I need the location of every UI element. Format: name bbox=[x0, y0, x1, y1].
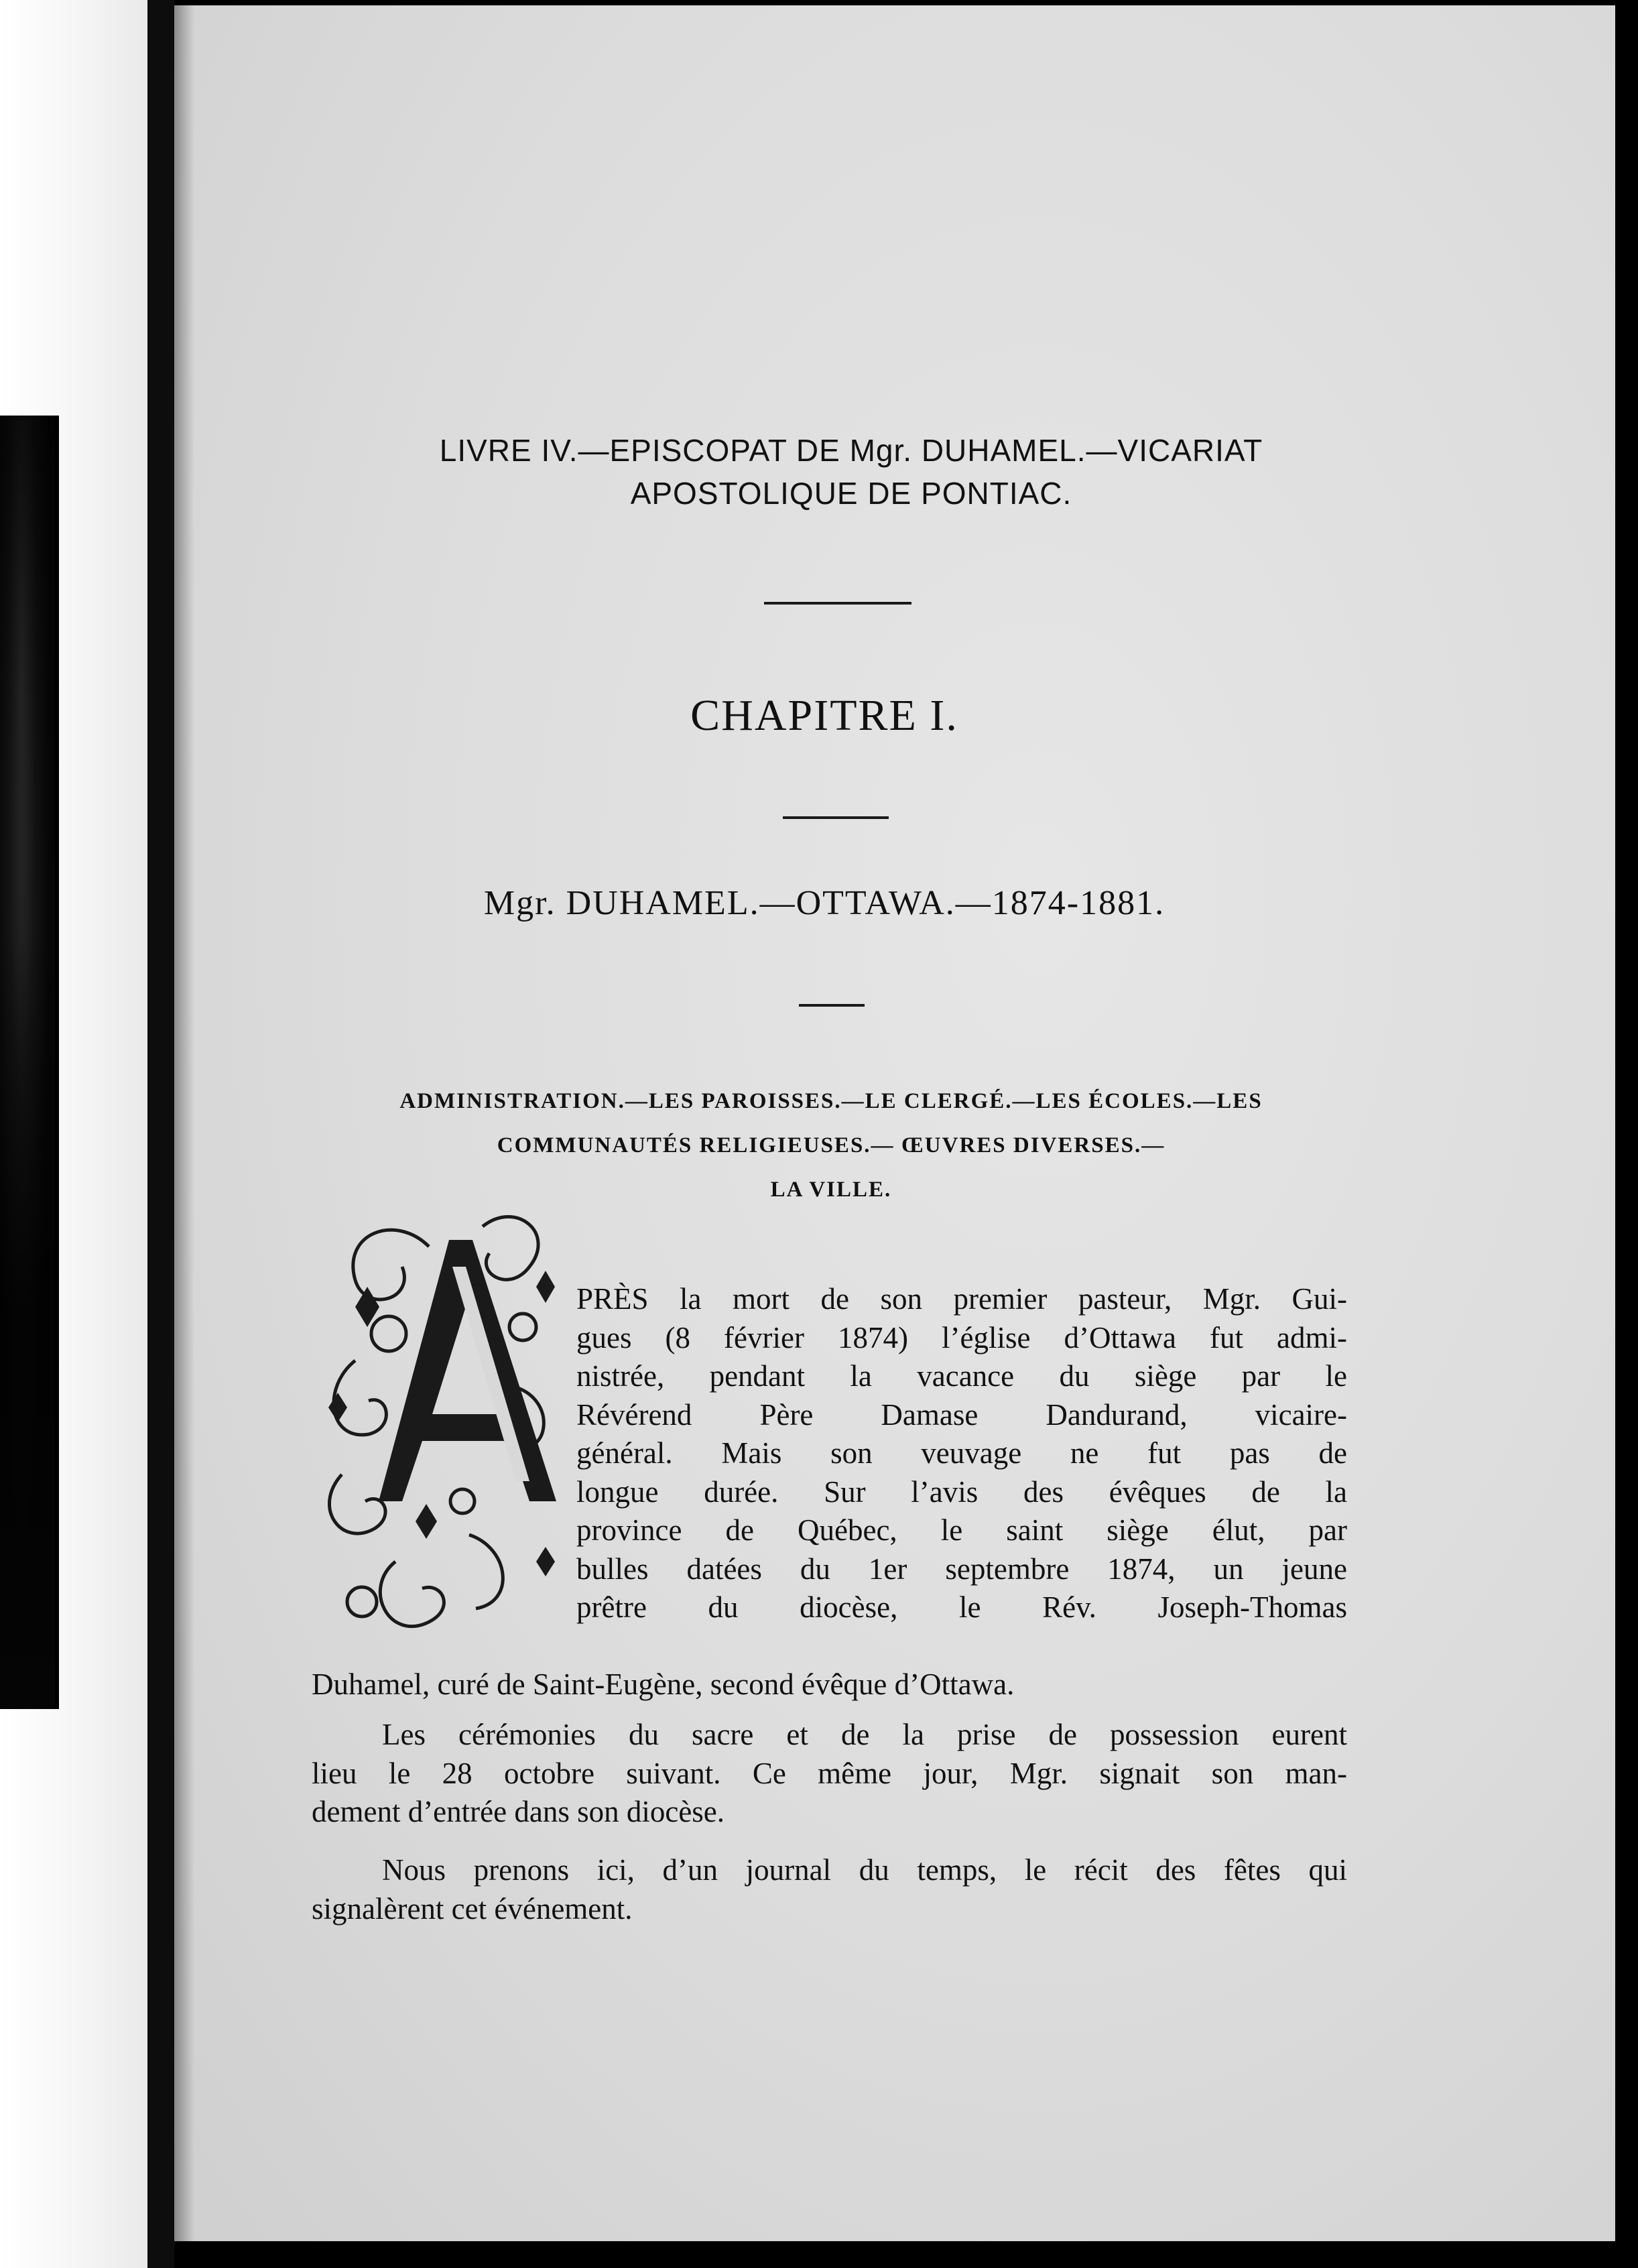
para2-line-3: dement d’entrée dans son diocèse. bbox=[312, 1795, 725, 1828]
paragraph-1-wrapped bbox=[576, 1280, 1347, 1627]
para1-line-8: bulles datées du 1er septembre 1874, un jeune bbox=[576, 1552, 1347, 1586]
chapter-subtitle: Mgr. DUHAMEL.—OTTAWA.—1874-1881. bbox=[483, 884, 1166, 922]
para3-line-1: Nous prenons ici, d’un journal du temps, le récit des fêtes qui bbox=[382, 1853, 1347, 1887]
chapter-title: CHAPITRE I. bbox=[690, 691, 958, 740]
para1-line-2: gues (8 février 1874) l’église d’Ottawa fut admi- bbox=[576, 1320, 1347, 1354]
divider-rule-1 bbox=[764, 602, 911, 605]
paragraph-2 bbox=[312, 1716, 1347, 1832]
para1-line-9: prêtre du diocèse, le Rév. Joseph-Thomas bbox=[576, 1590, 1347, 1624]
para2-line-1: Les cérémonies du sacre et de la prise de possession eurent bbox=[382, 1718, 1347, 1751]
para1-line-6: longue durée. Sur l’avis des évêques de la bbox=[576, 1474, 1347, 1509]
divider-rule-2 bbox=[783, 816, 889, 819]
book-heading-line-1: LIVRE IV.—EPISCOPAT DE Mgr. DUHAMEL.—VICARIAT bbox=[439, 433, 1263, 468]
paragraph-1-tail bbox=[312, 1665, 1347, 1704]
para3-line-2: signalèrent cet événement. bbox=[312, 1891, 633, 1926]
summary-line-1: ADMINISTRATION.—LES PAROISSES.—LE CLERGÉ.—LES ÉCOLES.—LES bbox=[399, 1089, 1263, 1113]
summary-line-3: LA VILLE. bbox=[770, 1178, 892, 1202]
summary-line-2: COMMUNAUTÉS RELIGIEUSES.— ŒUVRES DIVERSES.— bbox=[497, 1133, 1166, 1157]
ornamental-dropcap-a bbox=[315, 1186, 570, 1655]
para1-line-1: PRÈS la mort de son premier pasteur, Mgr. Gui- bbox=[576, 1282, 1347, 1316]
book-heading-line-2: APOSTOLIQUE DE PONTIAC. bbox=[630, 476, 1072, 511]
para1-line-4: Révérend Père Damase Dandurand, vicaire- bbox=[576, 1397, 1347, 1432]
book-spine-shadow bbox=[147, 0, 174, 2268]
page-gutter-shadow bbox=[174, 5, 194, 2241]
para1-line-5: général. Mais son veuvage ne fut pas de bbox=[576, 1436, 1347, 1470]
book-heading bbox=[322, 429, 1381, 515]
para1-line-7: province de Québec, le saint siège élut, par bbox=[576, 1513, 1347, 1547]
para2-line-2: lieu le 28 octobre suivant. Ce même jour, Mgr. signait son man- bbox=[312, 1756, 1347, 1790]
facing-page-photo-fragment bbox=[0, 416, 59, 1709]
para1-last-line: Duhamel, curé de Saint-Eugène, second évêque d’Ottawa. bbox=[312, 1667, 1015, 1701]
divider-rule-3 bbox=[799, 1004, 865, 1007]
paragraph-3 bbox=[312, 1851, 1347, 1928]
para1-line-3: nistrée, pendant la vacance du siège par le bbox=[576, 1359, 1347, 1393]
